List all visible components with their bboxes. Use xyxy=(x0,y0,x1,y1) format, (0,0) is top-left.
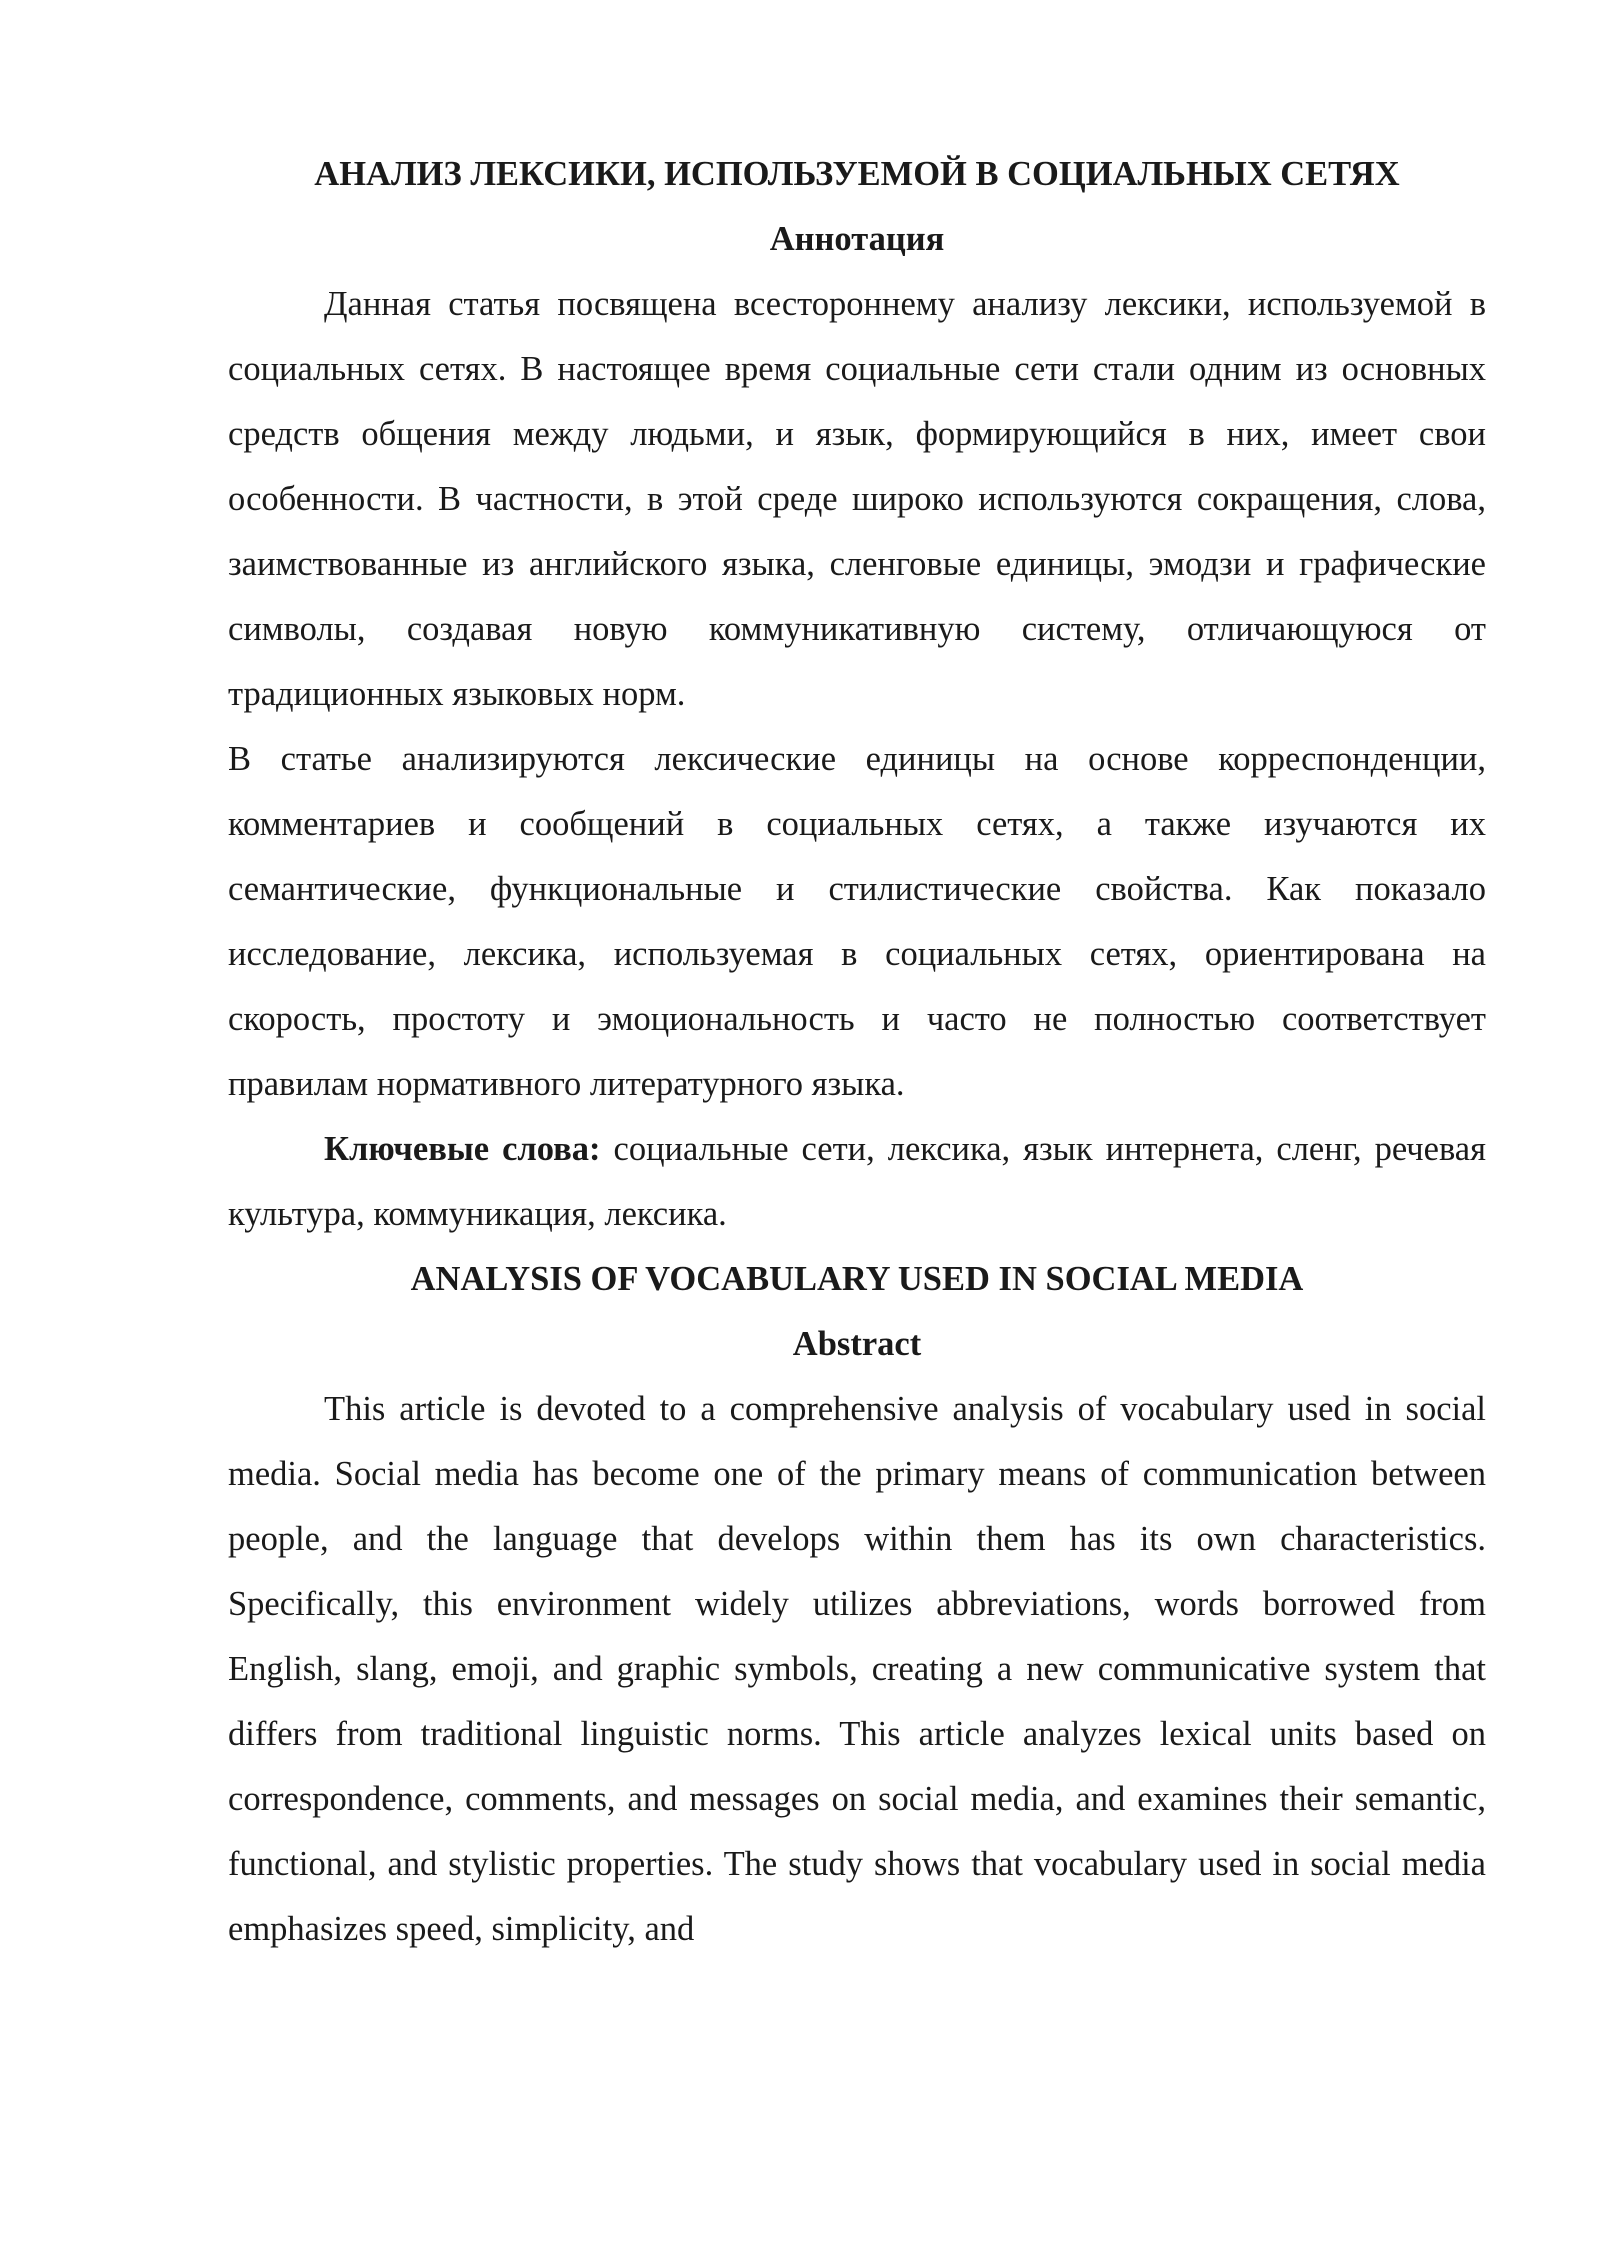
ru-annotation-paragraph-2: В статье анализируются лексические единицы на основе корреспонденции, комментариев и сообщений в социальных сетях, а также изучаются их семантические, функциональные и стилистические свойства. Как показало исследование, лексика, используемая в социальных сетях, ориентирована на скорость, простоту и эмоциональность и часто не полностью соответствует правилам нормативного литературного языка. xyxy=(228,740,1486,1103)
ru-keywords-text: социальные сети, лексика, язык интернета, сленг, речевая культура, коммуникация, лексика. xyxy=(228,1130,1486,1233)
ru-annotation-heading: Аннотация xyxy=(769,220,945,258)
ru-keywords xyxy=(228,1117,1486,1247)
ru-keywords-label: Ключевые слова: xyxy=(324,1130,601,1168)
en-abstract-heading: Abstract xyxy=(792,1325,922,1363)
ru-annotation-paragraph-1: Данная статья посвящена всестороннему анализу лексики, используемой в социальных сетях. В настоящее время социальные сети стали одним из основных средств общения между людьми, и язык, формирующийся в них, имеет свои особенности. В частности, в этой среде широко используются сокращения, слова, заимствованные из английского языка, сленговые единицы, эмодзи и графические символы, создавая новую коммуникативную систему, отличающуюся от традиционных языковых норм. xyxy=(228,285,1486,713)
en-title: ANALYSIS OF VOCABULARY USED IN SOCIAL MEDIA xyxy=(410,1260,1304,1298)
en-abstract-paragraph: This article is devoted to a comprehensive analysis of vocabulary used in social media. Social media has become one of the primary means of communication between people, and the language that develops within them has its own characteristics. Specifically, this environment widely utilizes abbreviations, words borrowed from English, slang, emoji, and graphic symbols, creating a new communicative system that differs from traditional linguistic norms. This article analyzes lexical units based on correspondence, comments, and messages on social media, and examines their semantic, functional, and stylistic properties. The study shows that vocabulary used in social media emphasizes speed, simplicity, and xyxy=(228,1390,1486,1948)
ru-title: АНАЛИЗ ЛЕКСИКИ, ИСПОЛЬЗУЕМОЙ В СОЦИАЛЬНЫХ СЕТЯХ xyxy=(314,155,1400,193)
document-page xyxy=(228,142,1486,1962)
